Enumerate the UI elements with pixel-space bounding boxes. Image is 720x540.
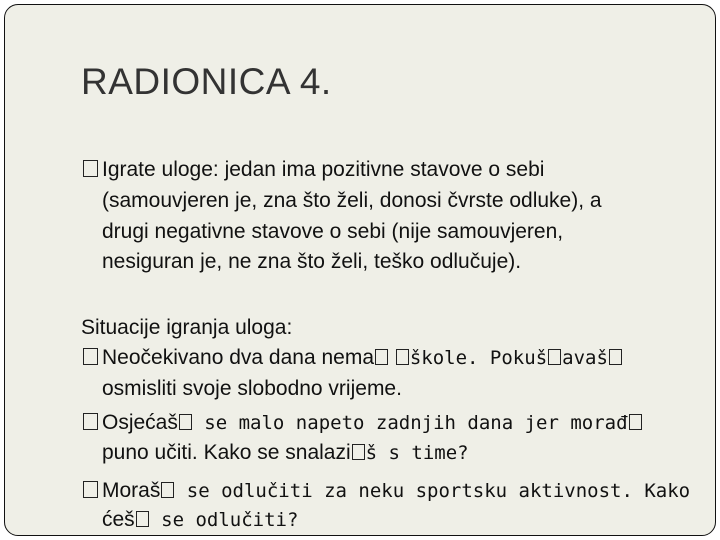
bullet-line: puno učiti. Kako se snalazi š s time? (102, 441, 469, 464)
bullet-line: Osjećaš se malo napeto zadnjih dana jer morađ (83, 411, 643, 435)
missing-glyph-icon (375, 349, 388, 365)
bullet-line: Igrate uloge: jedan ima pozitivne stavove o sebi (83, 158, 544, 182)
bullet-line: nesiguran je, ne zna što želi, teško odlučuje). (102, 250, 522, 273)
bullet-line: osmisliti svoje slobodno vrijeme. (102, 377, 402, 400)
slide (4, 4, 716, 536)
missing-glyph-icon (179, 414, 192, 430)
bullet-line: drugi negativne stavove o sebi (nije samouvjeren, (102, 220, 564, 243)
missing-glyph-icon (161, 482, 174, 498)
bullet-line: Moraš se odlučiti za neku sportsku aktivnost. Kako (83, 479, 690, 503)
bullet-box-icon (83, 413, 98, 430)
missing-glyph-icon (136, 511, 149, 527)
missing-glyph-icon (629, 414, 642, 430)
bullet-line: ćeš se odlučiti? (102, 508, 299, 531)
missing-glyph-icon (609, 349, 622, 365)
bullet-box-icon (83, 348, 98, 365)
missing-glyph-icon (396, 349, 409, 365)
bullet-line: (samouvjeren je, zna što želi, donosi čvrste odluke), a (102, 189, 602, 212)
bullet-box-icon (83, 160, 98, 177)
bullet-box-icon (83, 481, 98, 498)
bullet-line: Neočekivano dva dana nema škole. Pokuš avaš (83, 346, 623, 370)
missing-glyph-icon (352, 444, 365, 460)
slide-title: RADIONICA 4. (81, 61, 332, 102)
section-heading: Situacije igranja uloga: (81, 316, 293, 339)
missing-glyph-icon (548, 349, 561, 365)
